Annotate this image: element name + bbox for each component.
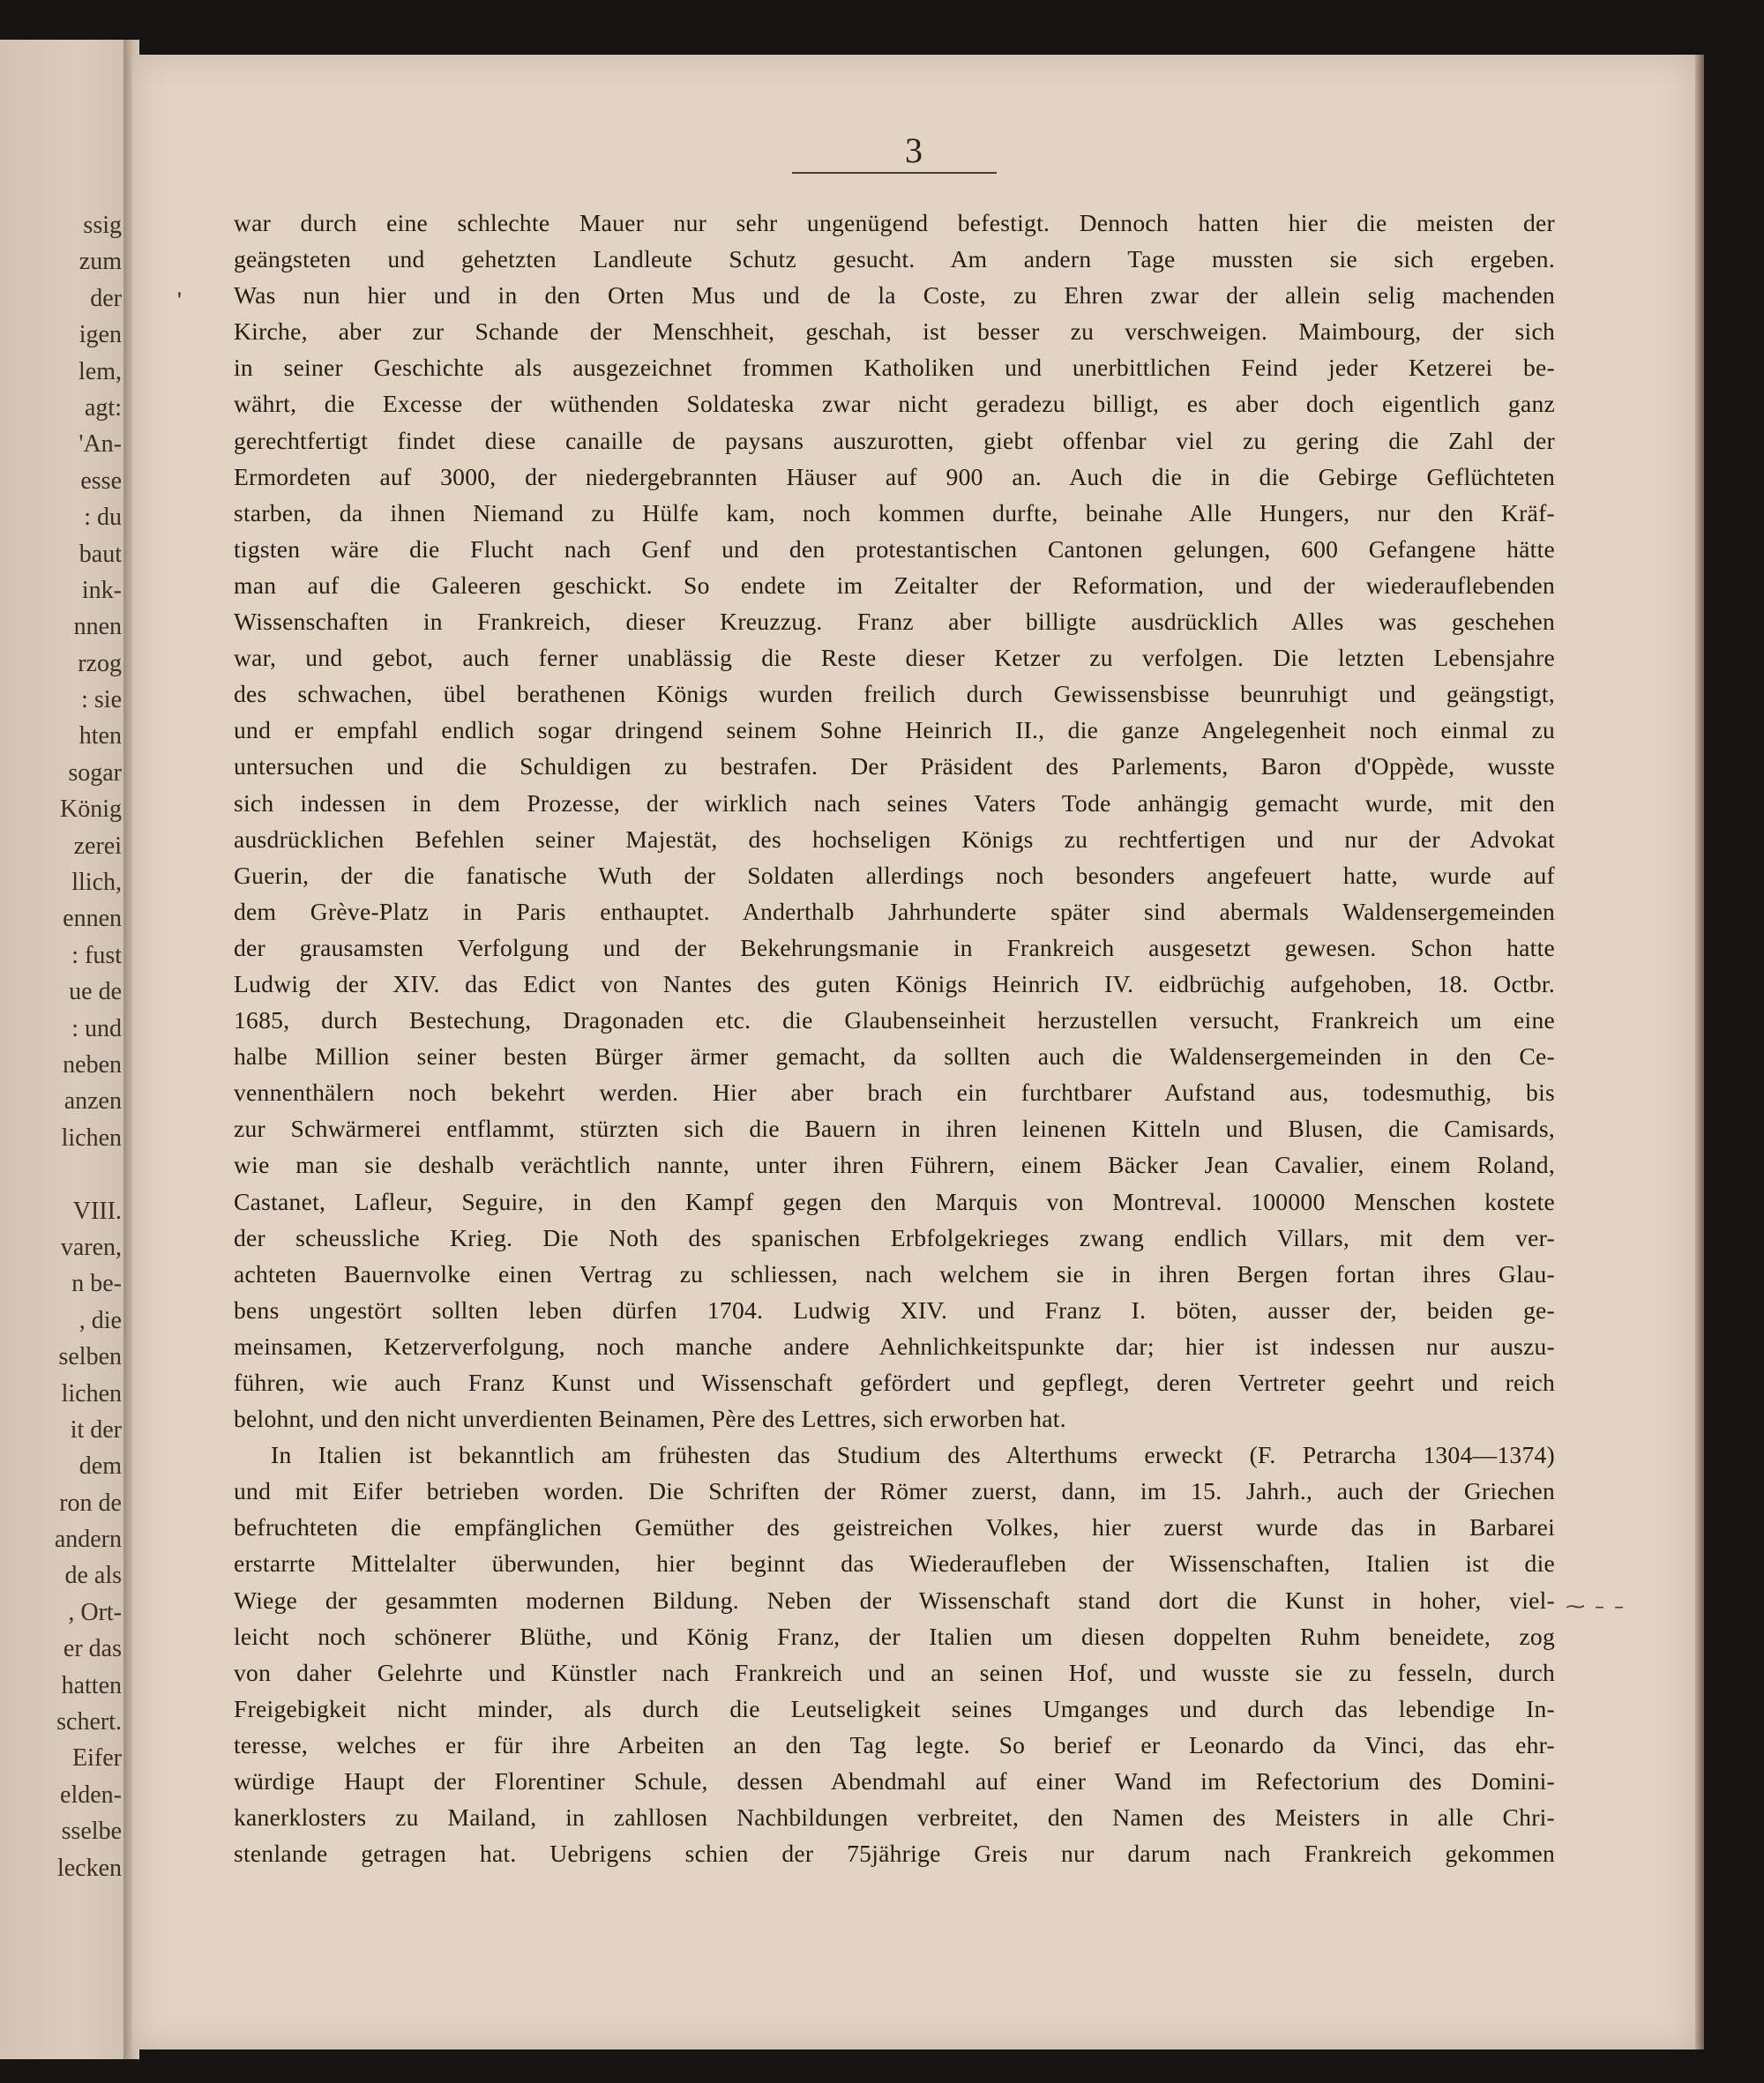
left-page-fragment: sselbe xyxy=(61,1818,122,1846)
left-page-fragment: hatten xyxy=(61,1671,122,1699)
left-page-fragment: ennen xyxy=(63,905,122,933)
text-line: Wiege der gesammten modernen Bildung. Neben der Wissenschaft stand dort die Kunst in hoher, viel- xyxy=(234,1586,1555,1614)
text-line: Guerin, der die fanatische Wuth der Soldaten allerdings noch besonders angefeuert hatte, wurde auf xyxy=(234,861,1555,889)
left-page-fragment: igen xyxy=(78,321,122,349)
left-page-fragment: zum xyxy=(78,248,122,276)
text-line: ausdrücklichen Befehlen seiner Majestät, des hochseligen Königs zu rechtfertigen und nur der Advokat xyxy=(234,825,1555,853)
left-page-fragment: VIII. xyxy=(72,1197,122,1225)
left-page-fragment: Eifer xyxy=(72,1744,122,1773)
left-page-fragment: lem, xyxy=(78,357,122,385)
text-line: starben, da ihnen Niemand zu Hülfe kam, noch kommen durfte, beinahe Alle Hungers, nur den Kräf- xyxy=(234,498,1555,526)
text-line: zur Schwärmerei entflammt, stürzten sich die Bauern in ihren leinenen Kitteln und Blusen, die Camisards, xyxy=(234,1115,1555,1143)
left-page-fragment: elden- xyxy=(60,1781,122,1809)
text-line: Freigebigkeit nicht minder, als durch die Leutseligkeit seines Umganges und durch das lebendige In- xyxy=(234,1694,1555,1722)
text-line: war durch eine schlechte Mauer nur sehr ungenügend befestigt. Dennoch hatten hier die meisten der xyxy=(234,209,1555,236)
header-rule xyxy=(792,172,997,174)
text-line: belohnt, und den nicht unverdienten Beinamen, Père des Lettres, sich erworben hat. xyxy=(234,1405,1066,1433)
left-page-fragment: er das xyxy=(63,1635,122,1663)
text-line: und er empfahl endlich sogar dringend seinem Sohne Heinrich II., die ganze Angelegenheit noch einmal zu xyxy=(234,716,1555,744)
left-page-fragment: ron de xyxy=(59,1489,122,1517)
text-line: erstarrte Mittelalter überwunden, hier beginnt das Wiederaufleben der Wissenschaften, Italien ist die xyxy=(234,1549,1555,1578)
left-page-fragment: zerei xyxy=(73,832,122,860)
page-number: 3 xyxy=(905,131,923,170)
text-line: man auf die Galeeren geschickt. So endete im Zeitalter der Reformation, und der wiederauflebenden xyxy=(234,571,1555,599)
text-line: Was nun hier und in den Orten Mus und de la Coste, zu Ehren zwar der allein selig machenden xyxy=(234,281,1555,310)
left-page-fragment: schert. xyxy=(56,1708,122,1736)
text-line: Castanet, Lafleur, Seguire, in den Kampf gegen den Marquis von Montreval. 100000 Menschen kostete xyxy=(234,1187,1555,1215)
left-page-fragment: selben xyxy=(58,1343,122,1371)
left-page-fragment: dem xyxy=(78,1452,122,1481)
left-page-fragment: esse xyxy=(80,467,122,495)
text-line: achteten Bauernvolke einen Vertrag zu schliessen, nach welchem sie in ihren Bergen fortan ihres Glau- xyxy=(234,1259,1555,1288)
body-text xyxy=(234,205,1555,1871)
text-line: wie man sie deshalb verächtlich nannte, unter ihren Führern, einem Bäcker Jean Cavalier, einem Roland, xyxy=(234,1151,1555,1179)
text-line: stenlande getragen hat. Uebrigens schien der 75jährige Greis nur darum nach Frankreich gekommen xyxy=(234,1840,1555,1868)
text-line: befruchteten die empfänglichen Gemüther des geistreichen Volkes, hier zuerst wurde das in Barbarei xyxy=(234,1513,1555,1542)
left-page-fragment: der xyxy=(90,284,122,312)
margin-dash-mark: ⁓ – – xyxy=(1566,1596,1626,1618)
text-line: vennenthälern noch bekehrt werden. Hier aber brach ein furchtbarer Aufstand aus, todesmuthig, bis xyxy=(234,1079,1555,1107)
left-page-fragment: baut xyxy=(78,540,122,568)
left-page-fragment: andern xyxy=(54,1526,122,1554)
left-page-fragment: : und xyxy=(71,1014,122,1042)
left-page-fragment: : fust xyxy=(71,941,122,969)
text-line: halbe Million seiner besten Bürger ärmer gemacht, da sollten auch die Waldensergemeinden in den Ce- xyxy=(234,1042,1555,1071)
page-right-edge xyxy=(1695,55,1704,2049)
left-page-fragment: llich, xyxy=(71,869,122,897)
text-line: bens ungestört sollten leben dürfen 1704. Ludwig XIV. und Franz I. böten, ausser der, beiden ge- xyxy=(234,1295,1555,1324)
text-line: des schwachen, übel berathenen Königs wurden freilich durch Gewissensbisse beunruhigt und geängstigt, xyxy=(234,680,1555,708)
text-line: der scheussliche Krieg. Die Noth des spanischen Erbfolgekrieges zwang endlich Villars, mit dem ver- xyxy=(234,1223,1555,1251)
left-page-fragment: : sie xyxy=(81,686,122,714)
left-page-fragment: nnen xyxy=(73,613,122,641)
text-line: war, und gebot, auch ferner unablässig die Reste dieser Ketzer zu verfolgen. Die letzten Lebensjahre xyxy=(234,644,1555,672)
left-facing-page xyxy=(0,40,132,2059)
text-line: würdige Haupt der Florentiner Schule, dessen Abendmahl auf einer Wand im Refectorium des Domini- xyxy=(234,1767,1555,1796)
text-line: Ludwig der XIV. das Edict von Nantes des guten Königs Heinrich IV. eidbrüchig aufgehoben, 18. Octbr. xyxy=(234,969,1555,997)
text-line: teresse, welches er für ihre Arbeiten an den Tag legte. So berief er Leonardo da Vinci, das ehr- xyxy=(234,1730,1555,1758)
margin-tick-mark: ʼ xyxy=(174,287,191,316)
text-line: in seiner Geschichte als ausgezeichnet frommen Katholiken und unerbittlichen Feind jeder Ketzerei be- xyxy=(234,354,1555,382)
left-page-fragment: neben xyxy=(63,1050,122,1079)
text-line: dem Grève-Platz in Paris enthauptet. Anderthalb Jahrhunderte später sind abermals Waldensergemeinden xyxy=(234,897,1555,925)
left-page-fragment: hten xyxy=(78,722,122,750)
text-line: In Italien ist bekanntlich am frühesten das Studium des Alterthums erweckt (F. Petrarcha 1304—1374) xyxy=(271,1441,1555,1469)
text-line: führen, wie auch Franz Kunst und Wissenschaft gefördert und gepflegt, deren Vertreter geehrt und reich xyxy=(234,1369,1555,1396)
left-page-fragment: 'An- xyxy=(78,430,122,459)
left-page-fragment xyxy=(16,1156,122,1192)
left-page-fragment: , die xyxy=(78,1306,122,1334)
left-page-fragment: ink- xyxy=(81,576,122,604)
text-line: meinsamen, Ketzerverfolgung, noch manche andere Aehnlichkeitspunkte dar; hier ist indessen nur auszu- xyxy=(234,1332,1555,1360)
text-line: sich indessen in dem Prozesse, der wirklich nach seines Vaters Tode anhängig gemacht wurde, mit den xyxy=(234,788,1555,817)
left-page-fragment: rzog xyxy=(78,649,122,677)
text-line: der grausamsten Verfolgung und der Bekehrungsmanie in Frankreich ausgesetzt gewesen. Schon hatte xyxy=(234,933,1555,961)
left-page-fragment: it der xyxy=(70,1415,122,1444)
text-line: 1685, durch Bestechung, Dragonaden etc. die Glaubenseinheit herzustellen versucht, Frankreich um eine xyxy=(234,1006,1555,1034)
text-line: Wissenschaften in Frankreich, dieser Kreuzzug. Franz aber billigte ausdrücklich Alles was geschehen xyxy=(234,608,1555,636)
left-page-fragment: de als xyxy=(64,1562,122,1590)
left-page-fragment: ssig xyxy=(83,212,122,239)
text-line: leicht noch schönerer Blüthe, und König Franz, der Italien um diesen doppelten Ruhm beneidete, zog xyxy=(234,1622,1555,1650)
left-page-fragment: , Ort- xyxy=(68,1598,122,1626)
left-page-fragment: König xyxy=(60,795,122,824)
left-page-fragment: lecken xyxy=(56,1854,122,1882)
left-page-fragment: lichen xyxy=(61,1379,122,1407)
text-line: gerechtfertigt findet diese canaille de paysans auszurotten, giebt offenbar viel zu gering die Zahl der xyxy=(234,426,1555,454)
text-line: Kirche, aber zur Schande der Menschheit, geschah, ist besser zu verschweigen. Maimbourg, der sich xyxy=(234,317,1555,346)
text-line: und mit Eifer betrieben worden. Die Schriften der Römer zuerst, dann, im 15. Jahrh., auch der Griechen xyxy=(234,1477,1555,1505)
text-line: tigsten wäre die Flucht nach Genf und den protestantischen Cantonen gelungen, 600 Gefangene hätte xyxy=(234,534,1555,563)
left-page-fragment: anzen xyxy=(64,1087,122,1116)
main-page xyxy=(132,55,1695,2049)
left-page-text-fragments xyxy=(16,207,122,1886)
left-page-fragment: sogar xyxy=(68,758,122,787)
left-page-fragment: lichen xyxy=(61,1124,122,1152)
left-page-fragment: ue de xyxy=(69,978,122,1006)
left-page-fragment: : du xyxy=(84,504,122,532)
text-line: geängsteten und gehetzten Landleute Schutz gesucht. Am andern Tage mussten sie sich ergeben. xyxy=(234,245,1555,273)
text-line: währt, die Excesse der wüthenden Soldateska zwar nicht geradezu billigt, es aber doch eigentlich ganz xyxy=(234,390,1555,418)
text-line: untersuchen und die Schuldigen zu bestrafen. Der Präsident des Parlements, Baron d'Oppède, wusste xyxy=(234,752,1555,780)
left-page-fragment: varen, xyxy=(60,1233,122,1261)
text-line: Ermordeten auf 3000, der niedergebrannten Häuser auf 900 an. Auch die in die Gebirge Geflüchteten xyxy=(234,462,1555,490)
text-line: kanerklosters zu Mailand, in zahllosen Nachbildungen verbreitet, den Namen des Meisters in alle Chri- xyxy=(234,1803,1555,1832)
left-page-fragment: agt: xyxy=(85,393,122,422)
left-page-fragment: n be- xyxy=(71,1270,122,1298)
text-line: von daher Gelehrte und Künstler nach Frankreich und an seinen Hof, und wusste sie zu fesseln, durch xyxy=(234,1658,1555,1686)
